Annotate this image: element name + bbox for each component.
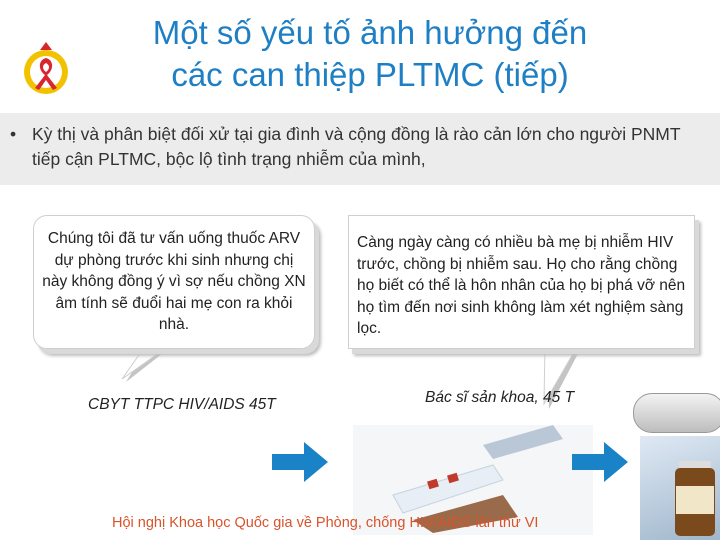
quote-bubble-doctor <box>348 215 695 349</box>
quote-text-doctor: Càng ngày càng có nhiều bà mẹ bị nhiễm HIV trước, chồng bị nhiễm sau. Họ cho rằng chồng họ biết có thể là hôn nhân của họ bị phá vỡ nên họ tìm đến nơi sinh không làm xét nghiệm sàng lọc. <box>357 234 686 337</box>
arrow-right-icon <box>570 440 630 484</box>
title-line-1: Một số yếu tố ảnh hưởng đến <box>152 14 588 51</box>
conference-footer: Hội nghị Khoa học Quốc gia về Phòng, chống HIV/AIDS lần thứ VI <box>112 515 539 531</box>
pill-image <box>633 393 720 433</box>
quote-text-staff: Chúng tôi đã tư vấn uống thuốc ARV dự phòng trước khi sinh nhưng chị này không đồng ý vì sợ nếu chồng XN âm tính sẽ đuổi hai mẹ con ra khỏi nhà. <box>42 230 306 333</box>
bullet-text: Kỳ thị và phân biệt đối xử tại gia đình và cộng đồng là rào cản lớn cho người PNMT tiếp cận PLTMC, bộc lộ tình trạng nhiễm của mình, <box>32 124 681 169</box>
title-line-2: các can thiệp PLTMC (tiếp) <box>171 56 569 93</box>
quote-bubble-staff <box>33 215 315 349</box>
arrow-right-icon <box>270 440 330 484</box>
medicine-bottle-label <box>676 486 714 514</box>
attribution-doctor: Bác sĩ sản khoa, 45 T <box>425 389 575 406</box>
attribution-staff: CBYT TTPC HIV/AIDS 45T <box>88 396 276 413</box>
bullet-marker: • <box>10 124 17 144</box>
